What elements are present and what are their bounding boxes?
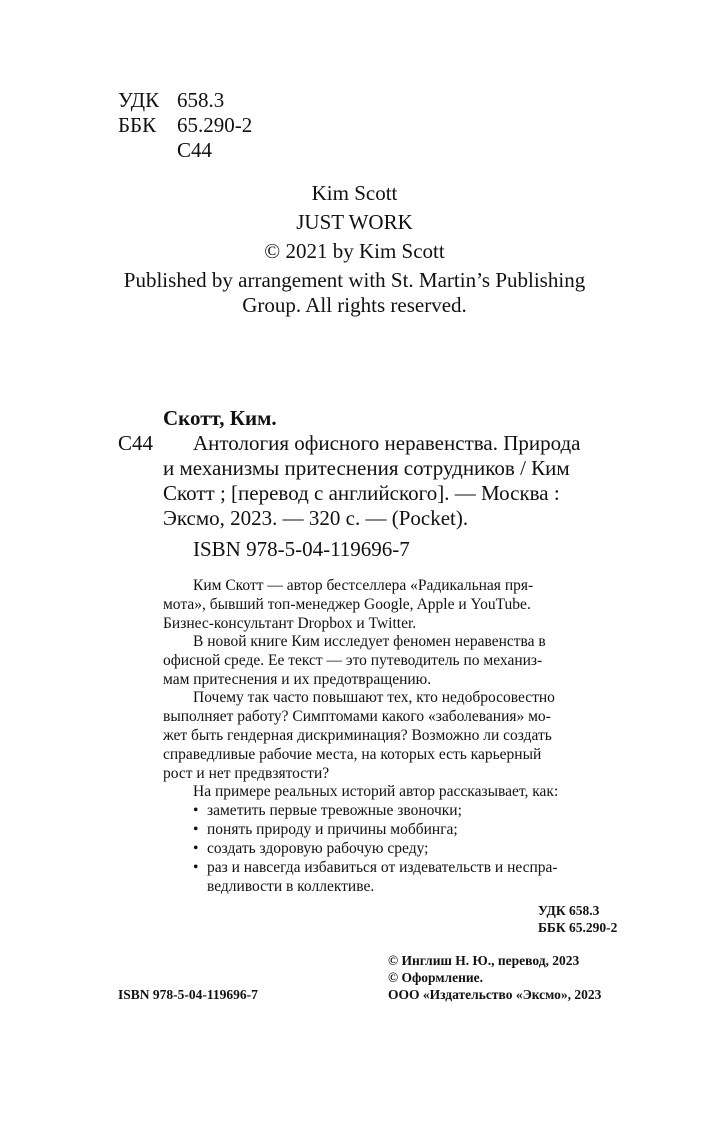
author-mark: С44 [177, 138, 213, 162]
bullet-icon: • [193, 821, 199, 838]
annotation-line: рост и нет предвзятости? [163, 765, 330, 782]
bullet-icon: • [193, 859, 199, 876]
copyright-translation: © Инглиш Н. Ю., перевод, 2023 [388, 953, 580, 968]
bullet-item: заметить первые тревожные звоночки; [207, 802, 462, 819]
bottom-udk: УДК 658.3 [538, 903, 600, 918]
catalog-isbn: ISBN 978-5-04-119696-7 [193, 537, 410, 561]
catalog-desc-line-4: Эксмо, 2023. — 320 с. — (Pocket). [163, 506, 469, 530]
publisher-line-1: Published by arrangement with St. Martin’s Publishing [123, 268, 586, 292]
publisher-line-2: Group. All rights reserved. [242, 293, 467, 317]
original-copyright: © 2021 by Kim Scott [264, 239, 445, 263]
bottom-bbk: ББК 65.290-2 [538, 920, 618, 935]
copyright-design: © Оформление. [388, 970, 484, 985]
annotation-line: справедливые рабочие места, на которых есть карьерный [163, 746, 542, 763]
udk-value: 658.3 [177, 88, 225, 112]
annotation-line: мам притеснения и их предотвращению. [163, 671, 432, 688]
annotation-line: Почему так часто повышают тех, кто недобросовестно [193, 689, 555, 706]
bullet-item: понять природу и причины моббинга; [207, 821, 458, 838]
bullet-icon: • [193, 802, 199, 819]
copyright-publisher: ООО «Издательство «Эксмо», 2023 [388, 987, 602, 1002]
bbk-label: ББК [118, 113, 157, 137]
catalog-desc-line-1: Антология офисного неравенства. Природа [193, 431, 581, 455]
annotation-line: мота», бывший топ-менеджер Google, Apple и YouTube. [163, 596, 531, 613]
udk-label: УДК [118, 88, 160, 112]
annotation-line: жет быть гендерная дискриминация? Возможно ли создать [163, 727, 552, 744]
annotation-line: На примере реальных историй автор рассказывает, как: [193, 783, 559, 800]
annotation-line: офисной среде. Ее текст — это путеводитель по механиз- [163, 652, 543, 669]
catalog-desc-line-2: и механизмы притеснения сотрудников / Ким [163, 456, 570, 480]
bbk-value: 65.290-2 [177, 113, 253, 137]
annotation-line: выполняет работу? Симптомами какого «заболевания» мо- [163, 708, 551, 725]
bottom-isbn: ISBN 978-5-04-119696-7 [118, 987, 258, 1002]
bullet-item: создать здоровую рабочую среду; [207, 840, 429, 857]
bullet-item-continuation: ведливости в коллективе. [207, 878, 375, 895]
bullet-icon: • [193, 840, 199, 857]
bullet-item: раз и навсегда избавиться от издевательств и неспра- [207, 859, 558, 876]
annotation-line: В новой книге Ким исследует феномен неравенства в [193, 633, 546, 650]
catalog-mark: С44 [118, 431, 154, 455]
original-title: JUST WORK [296, 210, 413, 234]
catalog-heading: Скотт, Ким. [163, 406, 277, 430]
annotation-line: Бизнес-консультант Dropbox и Twitter. [163, 615, 417, 632]
annotation-line: Ким Скотт — автор бестселлера «Радикальная пря- [193, 577, 534, 594]
catalog-desc-line-3: Скотт ; [перевод с английского]. — Москва : [163, 481, 560, 505]
original-author: Kim Scott [311, 181, 398, 205]
